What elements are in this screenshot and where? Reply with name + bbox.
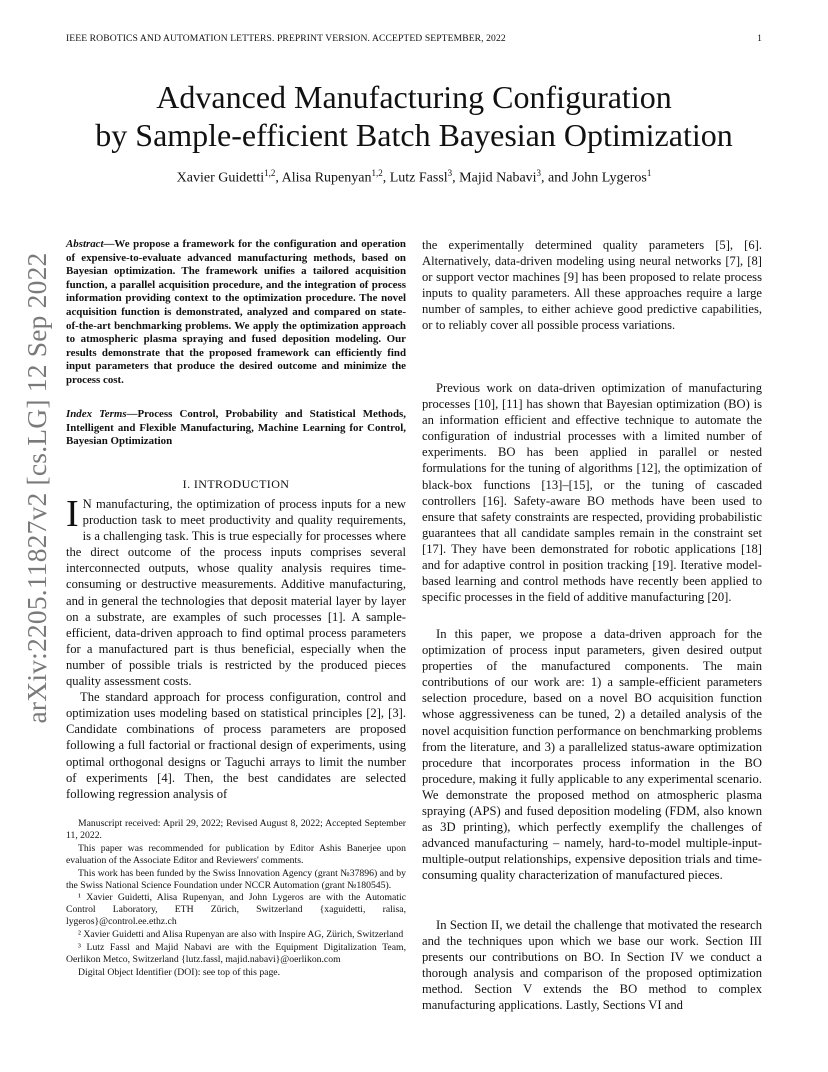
author-affiliation: 1	[646, 168, 652, 178]
index-terms-text: —Process Control, Probability and Statistical Methods, Intelligent and Flexible Manufacturing, Machine Learning for Control, Bayesian Optimization	[66, 408, 406, 448]
author-name: John Lygeros	[571, 170, 647, 186]
right-paragraph-2: Previous work on data-driven optimization of manufacturing processes [10], [11] has shown that Bayesian optimization (BO) is an information efficient and effective technique to automate the configuration of industrial processes with a limited number of experiments. BO has been applied in parallel or nested formulations for the tuning of algorithms [12], the optimization of black-box functions [13]–[15], or the tuning of cascaded controllers [16]. Safety-aware BO methods have been used to ensure that safety constraints are respected, providing probabilistic guarantees that all candidate samples remain in the constraint set [17]. They have been demonstrated for robotic applications [18] and for adaptive control in position tracking [19]. Iterative model-based learning and control methods have recently been applied to specific processes in the field of additive manufacturing [20].	[422, 381, 762, 605]
author-name: Alisa Rupenyan	[281, 170, 372, 186]
footnotes	[66, 818, 406, 980]
author-name: Majid Nabavi	[459, 170, 537, 186]
right-paragraph-3: In this paper, we propose a data-driven approach for the optimization of process input parameters, given desired output properties of the manufactured components. The main contributions of our work are: 1) a sample-efficient parameters selection procedure, based on a novel BO acquisition function whose aggressiveness can be tuned, 2) a detailed analysis of the novel acquisition function performance on benchmarking problems from the literature, and 3) a parallelized status-aware optimization procedure that incorporates process information in the BO procedure, making it fully applicable to any experimental scenario. We demonstrate the proposed method on atmospheric plasma spraying (APS) and fused deposition modeling (FDM, also known as 3D printing), which perfectly exemplify the challenges of advanced manufacturing – namely, hard-to-model multiple-input-multiple-output relationships, expensive deposition trials and time-consuming quality characterization of manufactured pieces.	[422, 627, 762, 883]
right-paragraph-4: In Section II, we detail the challenge that motivated the research and the techniques upon which we base our work. Section III presents our contributions on BO. In Section IV we conduct a thorough analysis and comparison of the proposed optimization method. Section V extends the BO method to complex manufacturing applications. Lastly, Sections VI and	[422, 918, 762, 1013]
intro-paragraph-1: N manufacturing, the optimization of process inputs for a new production task to meet productivity and quality requirements, is a challenging task. This is true especially for processes where the direct outcome of the process inputs comprises several interconnected outputs, whose quality analysis requires time-consuming or destructive measurements. Additive manufacturing, and in general the technologies that deposit material layer by layer on a substrate, are examples of such processes [1]. A sample-efficient, data-driven approach to find optimal process parameters for a manufactured part is thus beneficial, especially when the number of possible trials is restricted by the produced pieces quality assessment costs.	[66, 497, 406, 689]
author-name: Lutz Fassl	[389, 170, 448, 186]
running-header	[66, 33, 762, 47]
section-heading: I. INTRODUCTION	[182, 477, 290, 491]
page-number: 1	[757, 33, 762, 44]
author-list: Xavier Guidetti$^{1,2}$, Alisa Rupenyan$^{1,2}$, Lutz Fassl$^3$, Majid Nabavi$^3$, and John Lygeros$^1$	[176, 168, 652, 186]
index-terms	[66, 408, 406, 449]
arxiv-stamp	[21, 252, 52, 724]
footnote: ² Xavier Guidetti and Alisa Rupenyan are also with Inspire AG, Zürich, Switzerland	[78, 929, 404, 941]
footnote: This work has been funded by the Swiss Innovation Agency (grant №37896) and by the Swiss National Science Foundation under NCCR Automation (grant №180545).	[66, 867, 406, 891]
author-name: Xavier Guidetti	[176, 170, 265, 186]
footnote: This paper was recommended for publication by Editor Ashis Banerjee upon evaluation of the Associate Editor and Reviewers' comments.	[66, 842, 406, 866]
footnote: ³ Lutz Fassl and Majid Nabavi are with the Equipment Digitalization Team, Oerlikon Metco, Switzerland {lutz.fassl, majid.nabavi}@oerlikon.com	[66, 942, 406, 965]
title-line-2: by Sample-efficient Batch Bayesian Optimization	[95, 117, 733, 153]
author-affiliation: 3	[536, 168, 542, 178]
intro-paragraph-2: The standard approach for process configuration, control and optimization uses modeling based on statistical principles [2], [3]. Candidate combinations of process parameters are proposed following a full factorial or fractional design of experiments, using optimal orthogonal designs or Taguchi arrays to limit the number of experiments [4]. Then, the best candidates are selected following regression analysis of	[66, 690, 406, 801]
arxiv-id: arXiv:2205.11827v2 [cs.LG] 12 Sep 2022	[21, 252, 52, 724]
author-affiliation: 1,2	[264, 168, 276, 178]
abstract-text: —We propose a framework for the configuration and operation of expensive-to-evaluate advanced manufacturing methods, based on Bayesian optimization. The framework unifies a tailored acquisition function, a parallel acquisition procedure, and the integration of process information providing context to the optimization procedure. The novel acquisition function is demonstrated, analyzed and compared on state-of-the-art benchmarking problems. We apply the optimization approach to atmospheric plasma spraying and fused deposition modeling. Our results demonstrate that the proposed framework can efficiently find input parameters that produce the desired outcome and minimize the process cost.	[66, 238, 406, 386]
abstract	[66, 238, 406, 388]
index-terms-label: Index Terms	[66, 408, 127, 420]
drop-cap: I	[66, 493, 79, 535]
title-line-1: Advanced Manufacturing Configuration	[156, 79, 672, 115]
journal-name: IEEE ROBOTICS AND AUTOMATION LETTERS. PREPRINT VERSION. ACCEPTED SEPTEMBER, 2022	[66, 33, 506, 44]
paper-title	[66, 78, 762, 154]
author-affiliation: 1,2	[371, 168, 383, 178]
abstract-label: Abstract	[66, 238, 104, 250]
footnote: ¹ Xavier Guidetti, Alisa Rupenyan, and John Lygeros are with the Automatic Control Laboratory, ETH Zürich, Switzerland {xaguidetti, ralisa, lygeros}@control.ee.ethz.ch	[66, 892, 406, 928]
footnote: Manuscript received: April 29, 2022; Revised August 8, 2022; Accepted September 11, 2022.	[66, 818, 406, 841]
author-affiliation: 3	[447, 168, 453, 178]
footnote: Digital Object Identifier (DOI): see top of this page.	[78, 966, 281, 978]
right-paragraph-1: the experimentally determined quality parameters [5], [6]. Alternatively, data-driven modeling using neural networks [7], [8] or support vector machines [9] has been proposed to relate process inputs to quality parameters. All these approaches require a large number of samples, to either achieve good predictive capabilities, or to reliably cover all possible process variations.	[422, 238, 762, 333]
intro-body	[66, 493, 406, 802]
